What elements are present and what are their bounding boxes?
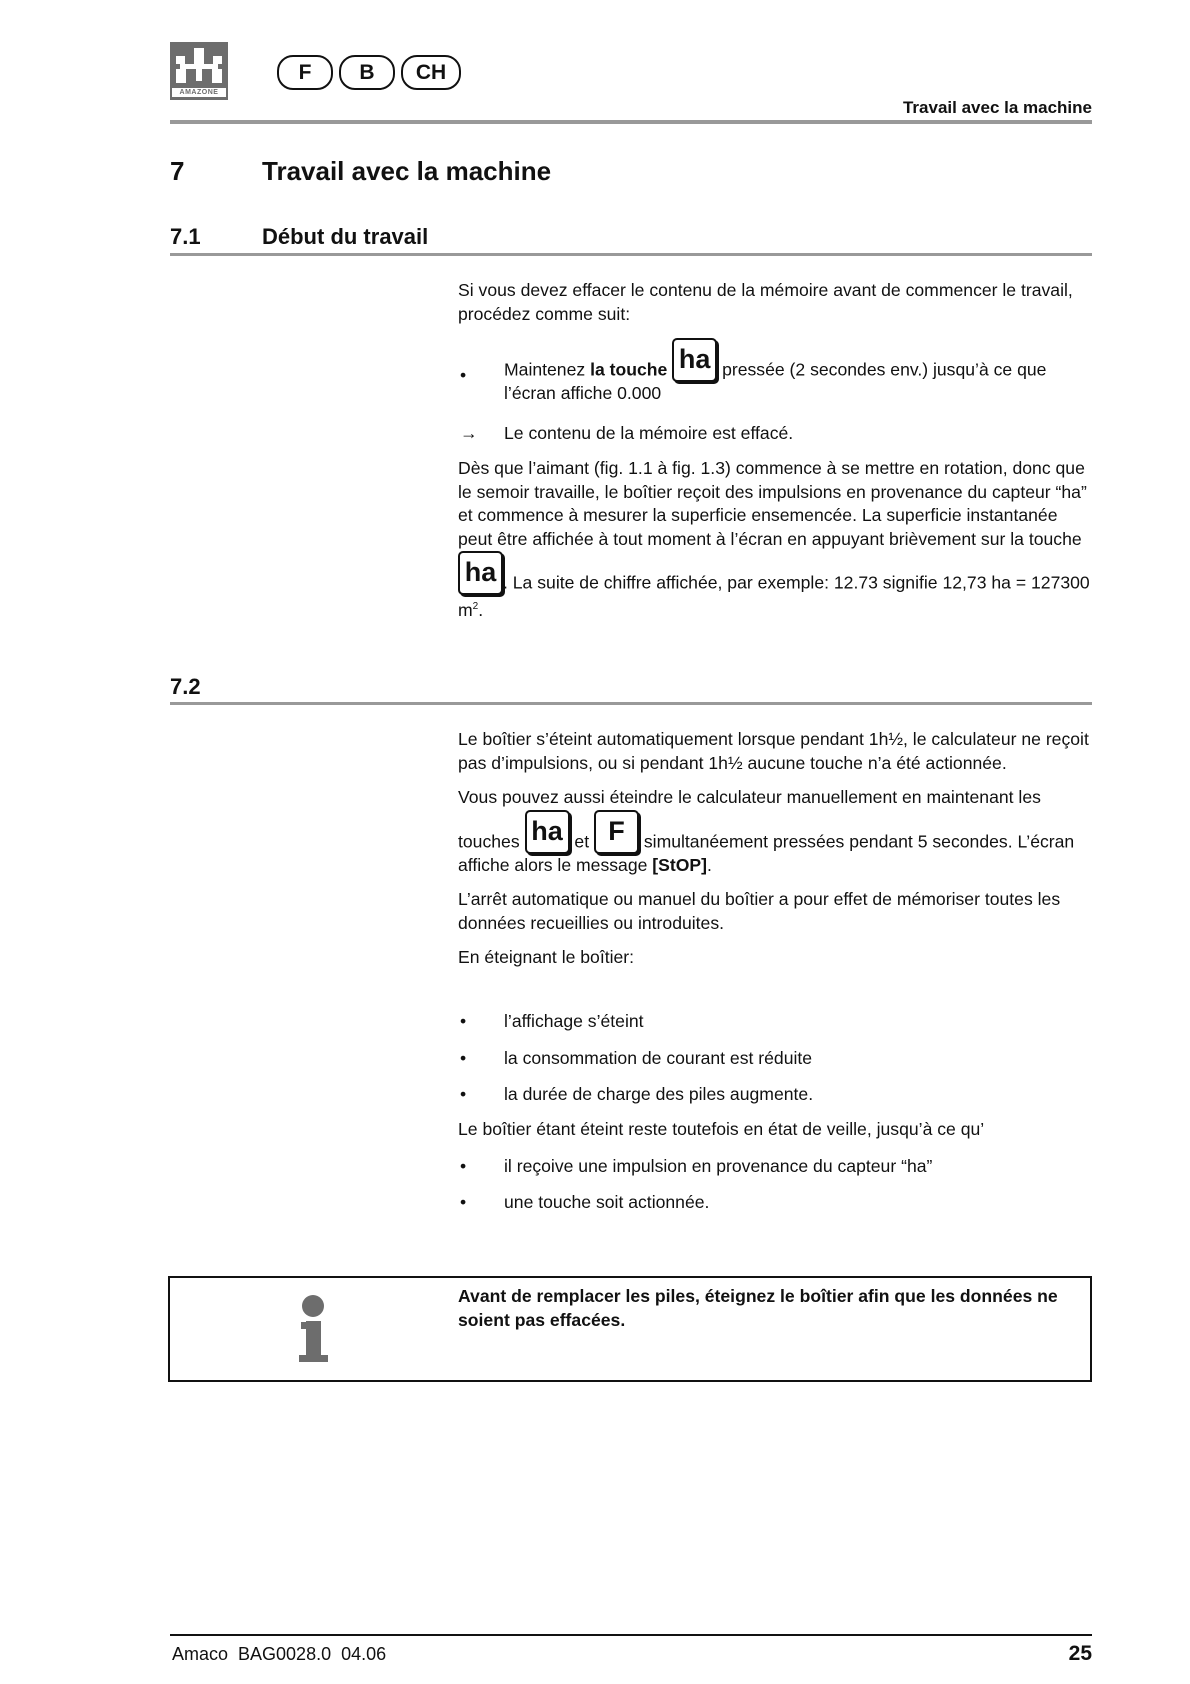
ha-key-icon: ha [525, 810, 570, 854]
chapter-title: Travail avec la machine [262, 156, 552, 186]
footer-rule [170, 1634, 1092, 1636]
result-text: Le contenu de la mémoire est effacé. [504, 423, 794, 443]
country-badge-f: F [277, 55, 333, 90]
bullet-text-end: pressée (2 secondes env.) jusqu’à ce que l’écran affiche 0.000 [504, 359, 1047, 403]
list-item [458, 1010, 1092, 1034]
running-title: Travail avec la machine [902, 98, 1092, 117]
stop-message: [StOP] [652, 854, 708, 875]
section-rule [170, 253, 1092, 256]
paragraph-text-end: . La suite de chiffre affichée, par exemple: 12.73 signifie 12,73 ha = 127300 m [458, 572, 1090, 620]
list-item [458, 338, 1092, 406]
superscript: 2 [472, 601, 479, 612]
paragraph: Le boîtier s’éteint automatiquement lorsque pendant 1h½, le calculateur ne reçoit pas d’impulsions, ou si pendant 1h½ aucune touche n’a été actionnée. [458, 729, 1089, 773]
paragraph-text: Vous pouvez aussi éteindre le calculateur manuellement en maintenant les touches [458, 787, 1041, 851]
logo-text: AMAZONE [172, 88, 226, 97]
country-badge-ch: CH [401, 55, 461, 90]
paragraph [458, 457, 1092, 622]
paragraph [458, 1118, 1092, 1142]
section-body [458, 728, 1092, 981]
chapter-number: 7 [170, 156, 185, 186]
paragraph-end: . [707, 854, 712, 875]
section-number: 7.1 [170, 224, 201, 249]
paragraph-end: . [478, 599, 484, 620]
note-text: Avant de remplacer les piles, éteignez le boîtier afin que les données ne soient pas effacées. [458, 1286, 1058, 1330]
list-item-text: il reçoive une impulsion en provenance du capteur “ha” [504, 1156, 933, 1176]
paragraph-text: Dès que l’aimant (fig. 1.1 à fig. 1.3) commence à se mettre en rotation, donc que le semoir travaille, le boîtier reçoit des impulsions en provenance du capteur “ha” et commence à mesurer la superficie ensemencée. La superficie instantanée peut être affichée à tout moment à l’écran en appuyant brièvement sur la touche [458, 458, 1087, 549]
page-number: 25 [1068, 1642, 1092, 1665]
bullet-mark: • [460, 1156, 467, 1176]
bullet-bold-text: la touche [590, 359, 668, 380]
list-item [458, 1155, 1092, 1179]
list-item [458, 1047, 1092, 1071]
bullet-mark: • [460, 1084, 467, 1104]
doc-reference: Amaco BAG0028.0 04.06 [172, 1644, 387, 1664]
bullet-mark: • [460, 365, 467, 385]
intro-text: Si vous devez effacer le contenu de la mémoire avant de commencer le travail, procédez comme suit: [458, 280, 1073, 324]
list-item-text: la consommation de courant est réduite [504, 1048, 813, 1068]
paragraph-text: simultanéement pressées pendant 5 secondes. L’écran affiche alors le message [458, 831, 1075, 875]
arrow-icon: → [460, 423, 478, 443]
bullet-mark: • [460, 1048, 467, 1068]
country-badge-b: B [339, 55, 395, 90]
list-item [458, 1083, 1092, 1107]
bullet-mark: • [460, 1192, 467, 1212]
f-key-icon: F [594, 810, 639, 854]
section-title: Début du travail [262, 224, 429, 249]
list-item-text: une touche soit actionnée. [504, 1192, 710, 1212]
list-item-text: l’affichage s’éteint [504, 1011, 644, 1031]
paragraph [458, 279, 1092, 326]
list-item [458, 1191, 1092, 1215]
section-rule [170, 702, 1092, 705]
paragraph: En éteignant le boîtier: [458, 947, 635, 967]
info-icon [294, 1294, 332, 1364]
section-number: 7.2 [170, 674, 201, 699]
amazone-logo [170, 42, 228, 100]
ha-key-icon: ha [458, 551, 503, 595]
paragraph: L’arrêt automatique ou manuel du boîtier a pour effet de mémoriser toutes les données recueillies ou introduites. [458, 889, 1061, 933]
ha-key-icon: ha [672, 338, 717, 382]
bullet-text: Maintenez [504, 359, 591, 380]
result-item [458, 422, 1092, 446]
header-rule [170, 120, 1092, 124]
list-item-text: la durée de charge des piles augmente. [504, 1084, 814, 1104]
paragraph-text: et [569, 831, 594, 851]
paragraph-text: Le boîtier étant éteint reste toutefois en état de veille, jusqu’à ce qu’ [458, 1119, 985, 1139]
bullet-mark: • [460, 1011, 467, 1031]
